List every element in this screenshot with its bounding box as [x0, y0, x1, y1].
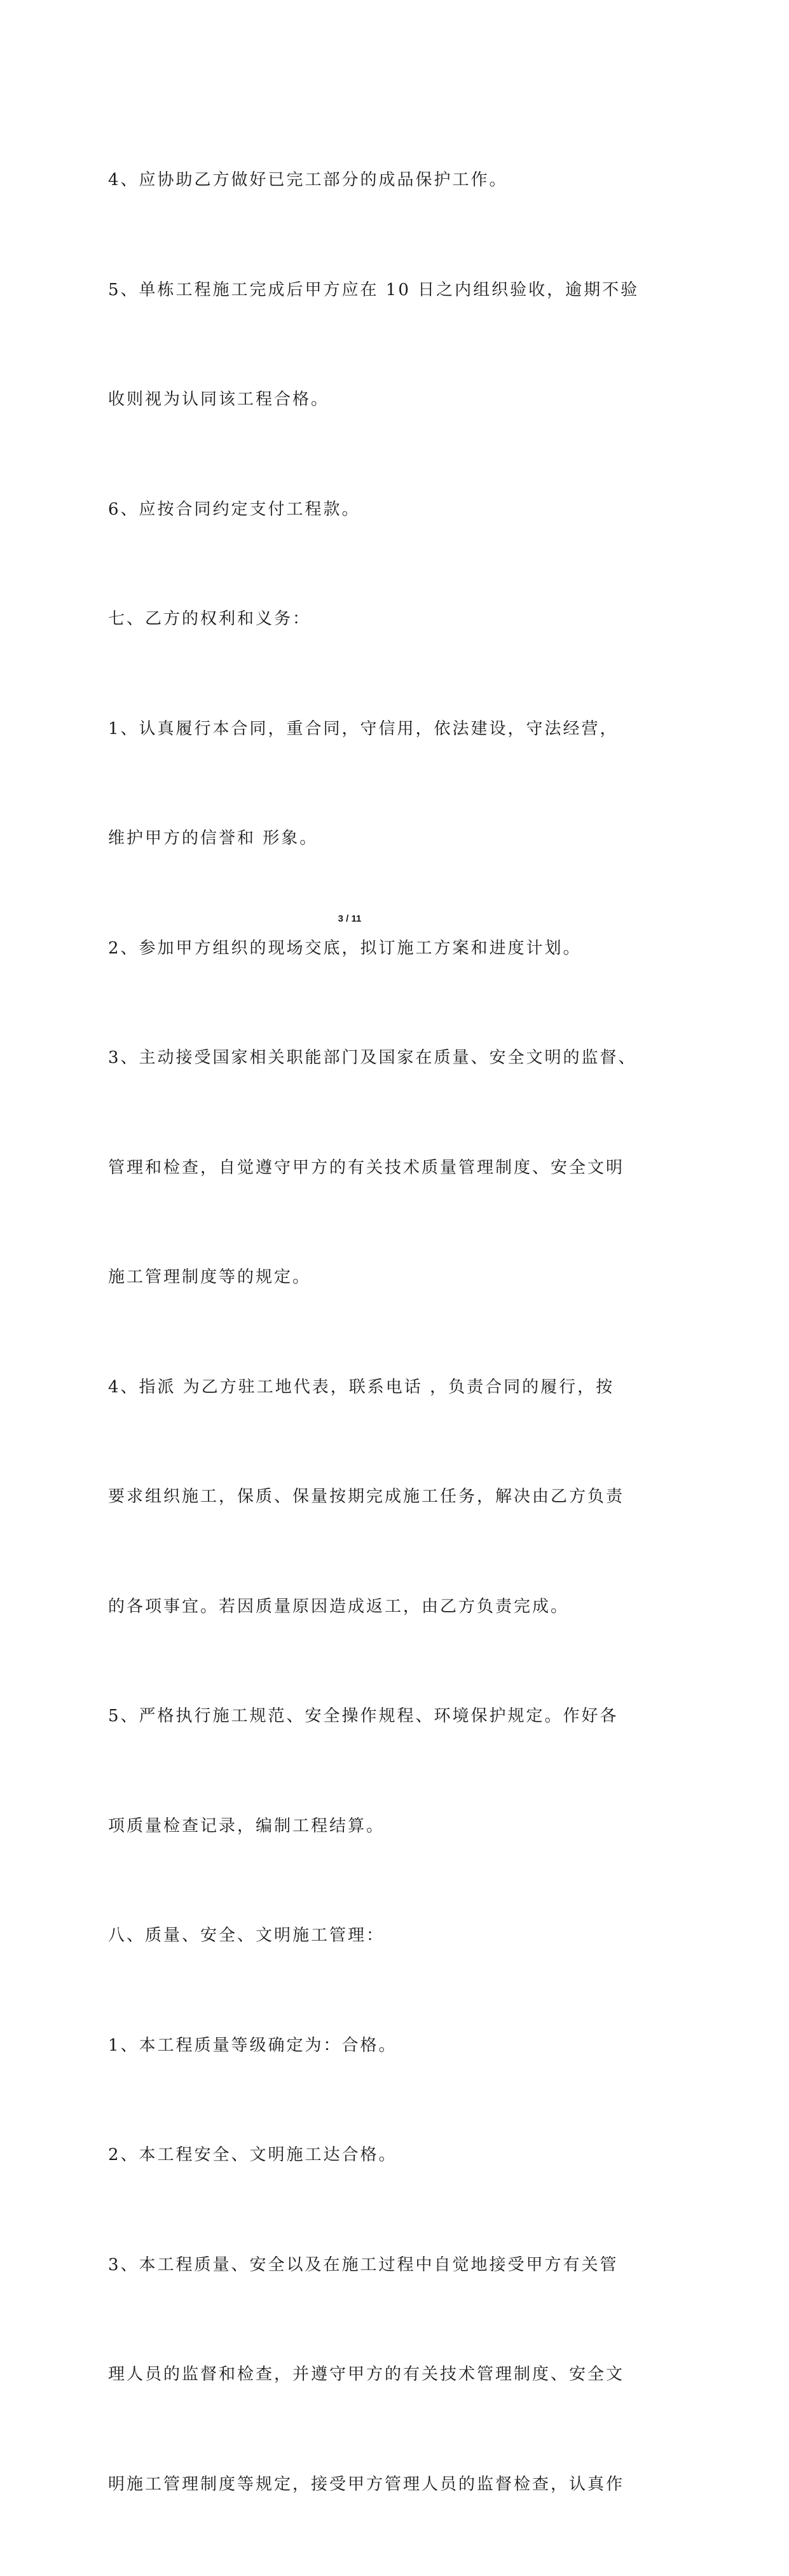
text-line: 的各项事宜。若因质量原因造成返工，由乙方负责完成。 [108, 1596, 570, 1616]
text-line: 要求组织施工，保质、保量按期完成施工任务，解决由乙方负责 [108, 1487, 625, 1506]
text-line: 2、本工程安全、文明施工达合格。 [108, 2145, 397, 2164]
text-line: 1、认真履行本合同，重合同，守信用，依法建设，守法经营， [108, 719, 619, 738]
text-line: 2、参加甲方组织的现场交底，拟订施工方案和进度计划。 [108, 938, 582, 958]
text-line: 收则视为认同该工程合格。 [108, 390, 330, 409]
text-line: 3、主动接受国家相关职能部门及国家在质量、安全文明的监督、 [108, 1048, 637, 1067]
text-line: 理人员的监督和检查，并遵守甲方的有关技术管理制度、安全文 [108, 2365, 625, 2384]
document-body [108, 89, 640, 2576]
text-line: 4、应协助乙方做好已完工部分的成品保护工作。 [108, 170, 508, 190]
text-line: 维护甲方的信誉和 形象。 [108, 829, 319, 848]
text-line: 1、本工程质量等级确定为：合格。 [108, 2035, 397, 2055]
page-number: 3 / 11 [338, 913, 362, 924]
text-line: 施工管理制度等的规定。 [108, 1268, 312, 1287]
section-heading: 七、乙方的权利和义务： [108, 609, 312, 628]
text-line: 5、严格执行施工规范、安全操作规程、环境保护规定。作好各 [108, 1707, 619, 1726]
section-heading: 八、质量、安全、文明施工管理： [108, 1926, 385, 1945]
text-line: 5、单栋工程施工完成后甲方应在 10 日之内组织验收，逾期不验 [108, 280, 640, 300]
text-line: 管理和检查，自觉遵守甲方的有关技术质量管理制度、安全文明 [108, 1158, 625, 1177]
text-line: 6、应按合同约定支付工程款。 [108, 499, 360, 519]
text-line: 4、指派 为乙方驻工地代表，联系电话 ，负责合同的履行，按 [108, 1377, 615, 1397]
text-line: 3、本工程质量、安全以及在施工过程中自觉地接受甲方有关管 [108, 2255, 619, 2275]
text-line: 项质量检查记录，编制工程结算。 [108, 1816, 385, 1836]
text-line: 明施工管理制度等规定，接受甲方管理人员的监督检查，认真作 [108, 2474, 625, 2494]
